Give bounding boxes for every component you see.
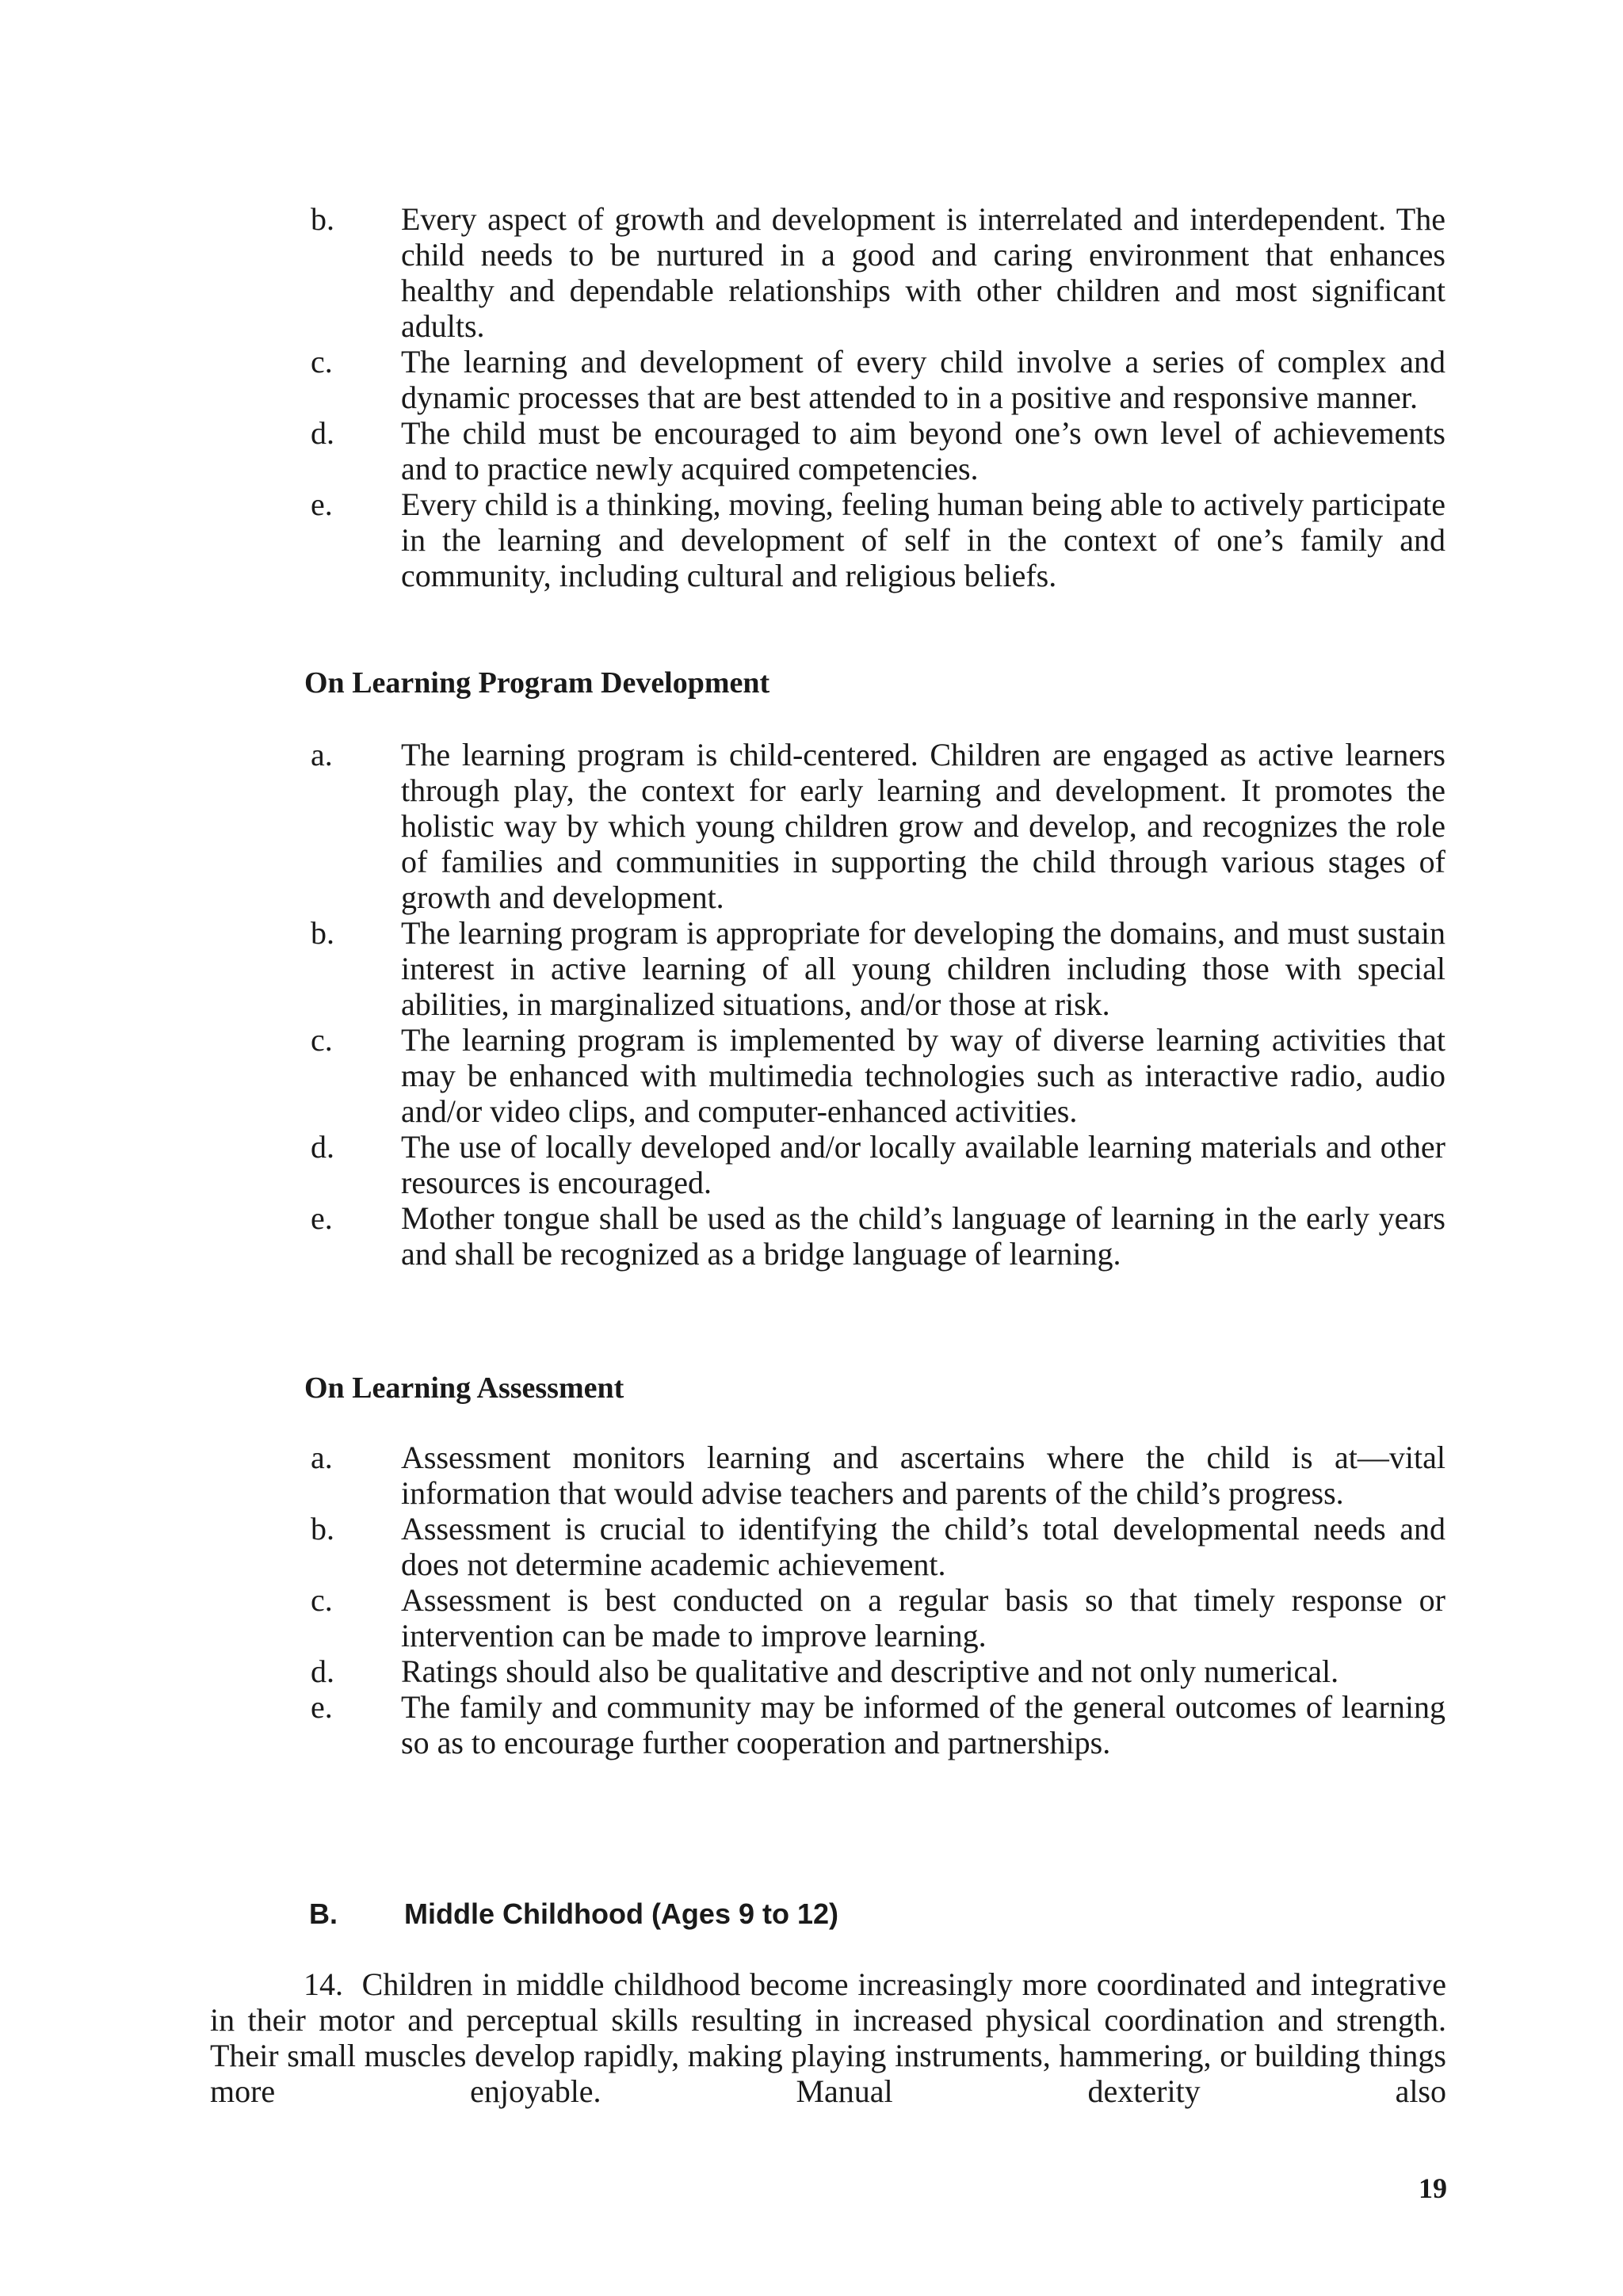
list-item <box>304 486 1445 593</box>
list-item-text: Assessment is crucial to identifying the child’s total developmental needs and does not determine academic achievement. <box>401 1511 1445 1582</box>
list-item-text: The child must be encouraged to aim beyond one’s own level of achievements and to practice newly acquired competencies. <box>401 415 1445 486</box>
list-item <box>304 1440 1445 1511</box>
list-item-text: The family and community may be informed of the general outcomes of learning so as to encourage further cooperation and partnerships. <box>401 1689 1445 1760</box>
paragraph-14 <box>210 1966 1446 2109</box>
list-item <box>304 1689 1445 1760</box>
list-marker: a. <box>311 1440 333 1475</box>
list-item <box>304 915 1445 1022</box>
page-number: 19 <box>1419 2172 1447 2204</box>
list-item-text: The learning program is implemented by way of diverse learning activities that may be enhanced with multimedia technologies such as interactive radio, audio and/or video clips, and computer-enhanced activities. <box>401 1022 1445 1129</box>
list-marker: e. <box>311 1200 333 1236</box>
list-item <box>304 737 1445 915</box>
list-marker: e. <box>311 1689 333 1725</box>
learning-assessment-list <box>304 1440 1445 1760</box>
list-marker: b. <box>311 1511 334 1547</box>
list-item-text: Assessment monitors learning and ascertains where the child is at—vital information that would advise teachers and parents of the child’s progress. <box>401 1440 1445 1511</box>
list-marker: c. <box>311 1582 333 1618</box>
list-item <box>304 1022 1445 1129</box>
section-title-text: Middle Childhood (Ages 9 to 12) <box>404 1897 838 1930</box>
list-item <box>304 344 1445 415</box>
list-item <box>304 415 1445 486</box>
list-item <box>304 201 1445 344</box>
list-marker: c. <box>311 344 333 379</box>
list-item-text: Mother tongue shall be used as the child’s language of learning in the early years and shall be recognized as a bridge language of learning. <box>401 1200 1445 1272</box>
learning-assessment-heading: On Learning Assessment <box>304 1371 624 1405</box>
paragraph-number: 14. <box>304 1966 343 2002</box>
principles-list <box>304 201 1445 593</box>
list-marker: a. <box>311 737 333 772</box>
section-b-heading <box>309 1896 838 1932</box>
learning-program-heading: On Learning Program Development <box>304 666 770 700</box>
list-item <box>304 1129 1445 1200</box>
list-item <box>304 1653 1445 1689</box>
list-marker: d. <box>311 415 334 451</box>
list-item-text: Ratings should also be qualitative and descriptive and not only numerical. <box>401 1653 1339 1689</box>
list-marker: e. <box>311 486 333 522</box>
list-item-text: Every child is a thinking, moving, feeling human being able to actively participate in the learning and development of self in the context of one’s family and community, including cultural and religious beliefs. <box>401 486 1445 593</box>
learning-program-list <box>304 737 1445 1272</box>
list-item-text: Assessment is best conducted on a regular basis so that timely response or intervention can be made to improve learning. <box>401 1582 1445 1653</box>
list-marker: d. <box>311 1129 334 1165</box>
list-marker: d. <box>311 1653 334 1689</box>
list-item <box>304 1511 1445 1582</box>
list-item-text: Every aspect of growth and development is interrelated and interdependent. The child needs to be nurtured in a good and caring environment that enhances healthy and dependable relationships with other children and most significant adults. <box>401 201 1445 344</box>
list-item <box>304 1582 1445 1653</box>
list-item-text: The learning program is child-centered. Children are engaged as active learners through play, the context for early learning and development. It promotes the holistic way by which young children grow and develop, and recognizes the role of families and communities in supporting the child through various stages of growth and development. <box>401 737 1445 915</box>
list-marker: b. <box>311 201 334 237</box>
list-item-text: The use of locally developed and/or locally available learning materials and other resources is encouraged. <box>401 1129 1445 1200</box>
paragraph-text: Children in middle childhood become increasingly more coordinated and integrative in their motor and perceptual skills resulting in increased physical coordination and strength. Their small muscles develop rapidly, making playing instruments, hammering, or building things more enjoyable. Manual dexterity also <box>210 1966 1446 2109</box>
list-item <box>304 1200 1445 1272</box>
list-marker: c. <box>311 1022 333 1058</box>
list-marker: b. <box>311 915 334 951</box>
list-item-text: The learning and development of every child involve a series of complex and dynamic processes that are best attended to in a positive and responsive manner. <box>401 344 1445 415</box>
section-letter: B. <box>309 1897 338 1930</box>
list-item-text: The learning program is appropriate for developing the domains, and must sustain interest in active learning of all young children including those with special abilities, in marginalized situations, and/or those at risk. <box>401 915 1445 1022</box>
